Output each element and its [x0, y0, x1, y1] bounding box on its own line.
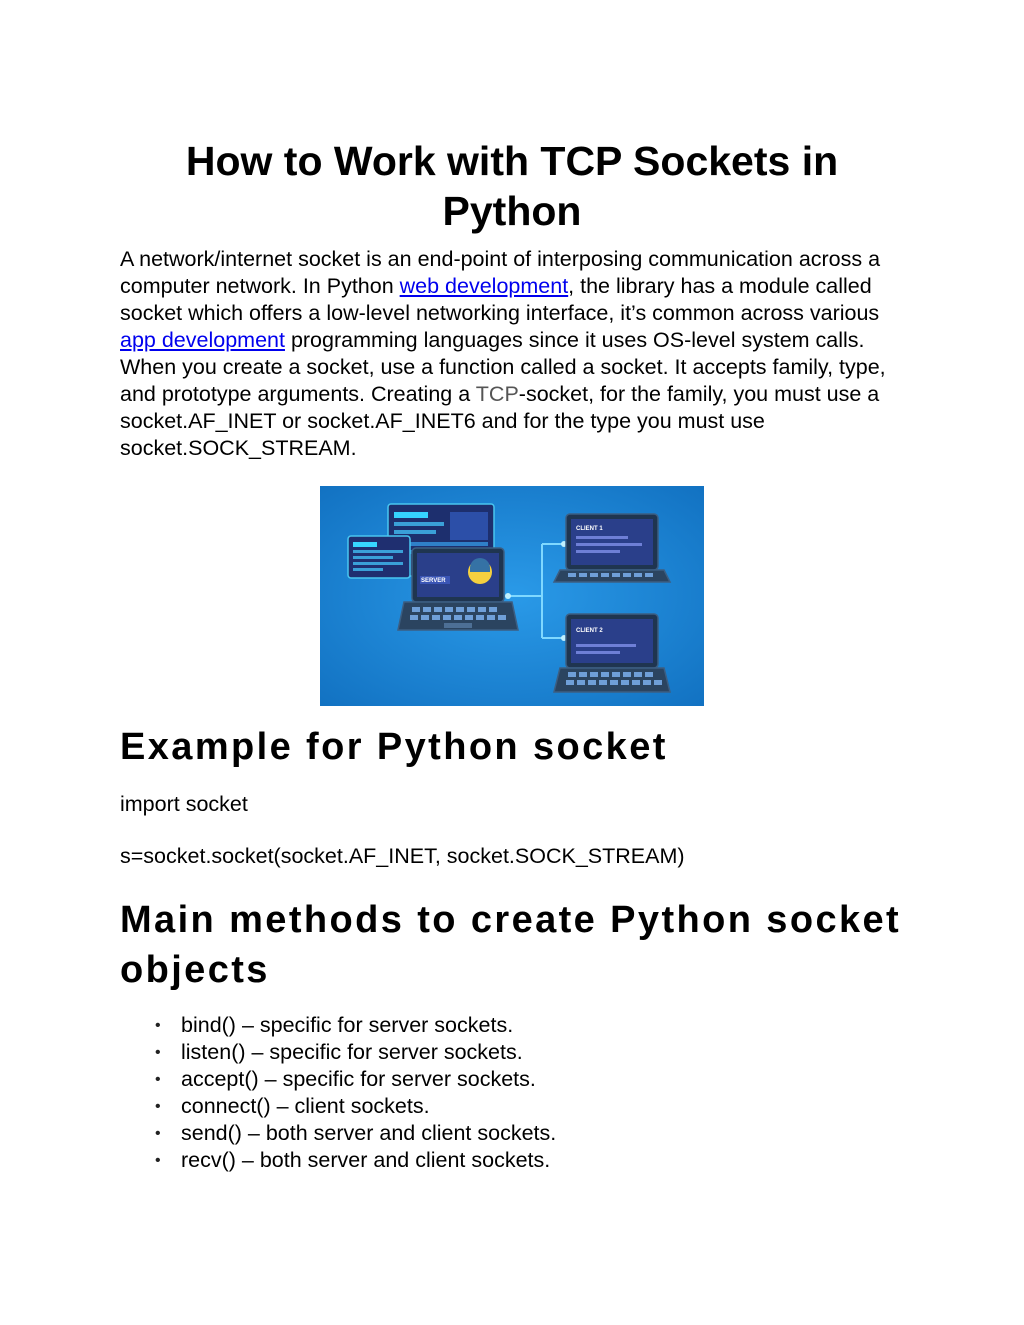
web-development-link[interactable]: web development [399, 274, 569, 298]
method-text: connect() – client sockets. [181, 1094, 430, 1118]
list-item [120, 1066, 556, 1093]
intro-text-1: A network/internet socket is an end-point of interposing communication across a computer network. In Python [120, 247, 881, 298]
tcp-term: TCP [475, 382, 519, 406]
bullet-icon: • [155, 1125, 161, 1142]
code-import-line: import socket [120, 792, 248, 816]
dashboard-window-front [348, 536, 410, 578]
app-development-link[interactable]: app development [120, 328, 285, 352]
server-label: SERVER [421, 578, 446, 584]
list-item [120, 1093, 556, 1120]
intro-text-4: -socket, for the family, you must use a socket.AF_INET or socket.AF_INET6 and for the type you must use socket.SOCK_STREAM. [120, 382, 880, 460]
client-2-laptop [554, 614, 670, 692]
client-1-label: CLIENT 1 [576, 526, 603, 532]
client-1-laptop [554, 514, 670, 582]
bullet-icon: • [155, 1152, 161, 1169]
methods-list [120, 1012, 556, 1174]
bullet-icon: • [155, 1098, 161, 1115]
list-item [120, 1012, 556, 1039]
bullet-icon: • [155, 1044, 161, 1061]
intro-text-2: , the library has a module called socket which offers a low-level networking interface, it’s common across various [120, 274, 880, 325]
example-heading: Example for Python socket [120, 726, 668, 768]
tcp-sockets-illustration [320, 486, 704, 706]
bullet-icon: • [155, 1071, 161, 1088]
method-text: listen() – specific for server sockets. [181, 1040, 523, 1064]
method-text: bind() – specific for server sockets. [181, 1013, 514, 1037]
connector-dot-1 [505, 593, 511, 599]
code-socket-line: s=socket.socket(socket.AF_INET, socket.SOCK_STREAM) [120, 844, 685, 868]
method-text: send() – both server and client sockets. [181, 1121, 557, 1145]
bullet-icon: • [155, 1017, 161, 1034]
list-item [120, 1147, 556, 1174]
page-title: How to Work with TCP Sockets in Python [185, 138, 839, 234]
method-text: accept() – specific for server sockets. [181, 1067, 536, 1091]
list-item [120, 1120, 556, 1147]
client-2-label: CLIENT 2 [576, 628, 603, 634]
intro-paragraph [120, 246, 910, 462]
list-item [120, 1039, 556, 1066]
intro-text-3: programming languages since it uses OS-level system calls. When you create a socket, use a function called a socket. It accepts family, type, and prototype arguments. Creating a [120, 328, 886, 406]
method-text: recv() – both server and client sockets. [181, 1148, 551, 1172]
server-laptop [398, 548, 518, 630]
methods-heading: Main methods to create Python socket objects [120, 899, 902, 991]
